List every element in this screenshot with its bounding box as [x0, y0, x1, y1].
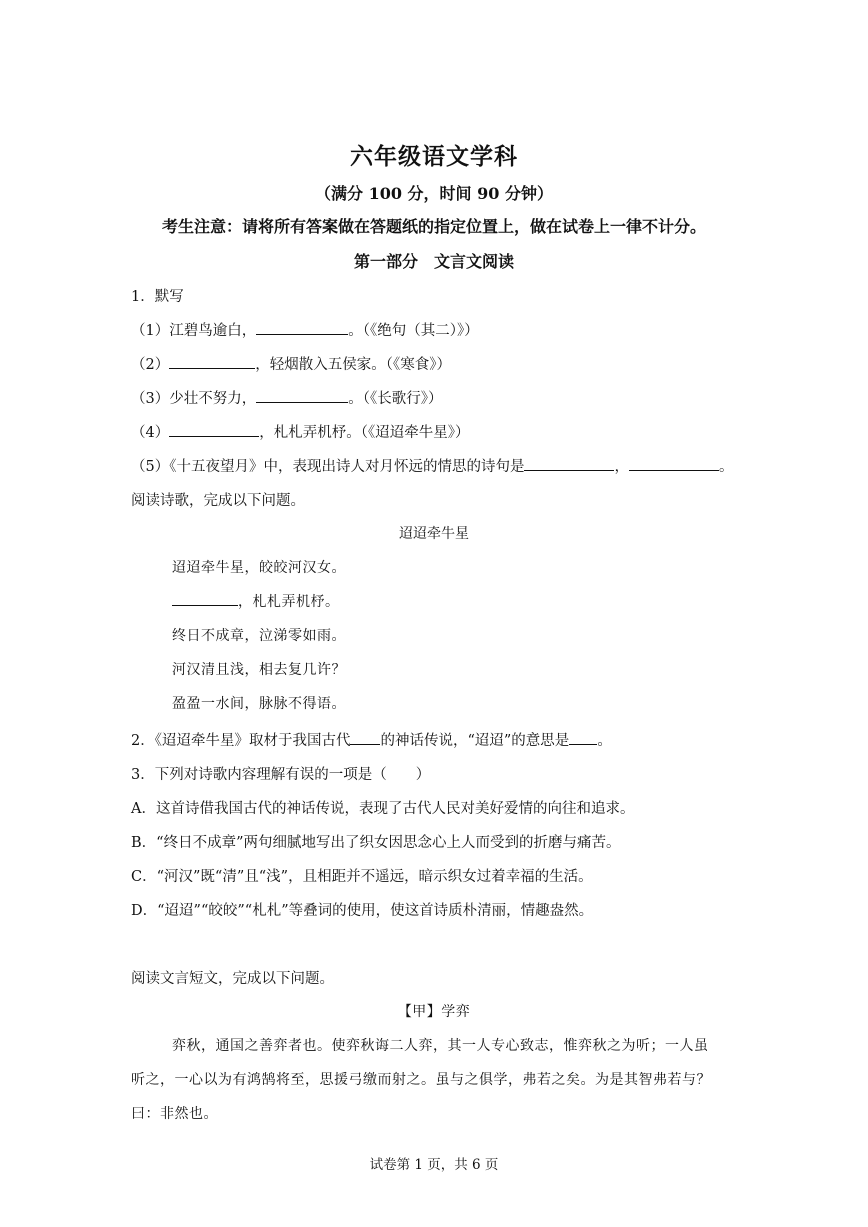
- page-footer: 试卷第 1 页，共 6 页: [369, 1157, 499, 1173]
- item-source: 。（《长歌行》）: [348, 391, 443, 407]
- item-source: ，札札弄机杼。（《迢迢牵牛星》）: [259, 425, 470, 441]
- answer-blank: [169, 422, 259, 438]
- q1-item-2: [131, 353, 451, 374]
- poem-line-text: ，札札弄机杼。: [238, 594, 340, 610]
- item-text: （2）: [131, 357, 170, 373]
- poem-line: 河汉清且浅，相去复几许？: [172, 662, 346, 678]
- item-source: ，轻烟散入五侯家。（《寒食》）: [255, 357, 451, 373]
- poem-line: [172, 591, 340, 611]
- option-a: A．这首诗借我国古代的神话传说，表现了古代人民对美好爱情的向往和追求。: [131, 801, 635, 817]
- item-text: （1）江碧鸟逾白，: [131, 323, 257, 339]
- passage-line: 弈秋，通国之善弈者也。使弈秋诲二人弈，其一人专心致志，惟弈秋之为听；一人虽: [172, 1038, 709, 1054]
- candidate-notice: 考生注意：请将所有答案做在答题纸的指定位置上，做在试卷上一律不计分。: [161, 217, 706, 236]
- option-d: D．“迢迢”“皎皎”“札札”等叠词的使用，使这首诗质朴清丽，情趣盎然。: [131, 903, 594, 919]
- q1-item-1: [131, 319, 479, 340]
- question-text: 2．《迢迢牵牛星》取材于我国古代: [131, 733, 351, 749]
- question-text: 的神话传说，“迢迢”的意思是: [380, 733, 570, 749]
- poem-line: 迢迢牵牛星，皎皎河汉女。: [172, 560, 346, 576]
- comma: ，: [614, 459, 629, 475]
- passage-instructions: 阅读文言短文，完成以下问题。: [131, 971, 334, 987]
- poem-instructions: 阅读诗歌，完成以下问题。: [131, 493, 305, 509]
- option-b: B．“终日不成章”两句细腻地写出了织女因思念心上人而受到的折磨与痛苦。: [131, 835, 621, 851]
- q1-item-4: [131, 421, 469, 442]
- poem-line: 终日不成章，泣涕零如雨。: [172, 628, 346, 644]
- item-text: （4）: [131, 425, 170, 441]
- period: 。: [718, 459, 734, 475]
- answer-blank: [256, 320, 348, 336]
- section-heading: 第一部分 文言文阅读: [353, 252, 514, 271]
- item-text: （5）《十五夜望月》中，表现出诗人对月怀远的情思的诗句是: [131, 459, 525, 475]
- answer-blank: [350, 730, 380, 746]
- question-3-stem: 3．下列对诗歌内容理解有误的一项是（ ）: [131, 767, 431, 783]
- answer-blank: [569, 730, 597, 746]
- q1-item-3: [131, 387, 442, 408]
- question-2: [131, 729, 612, 750]
- answer-blank: [256, 388, 348, 404]
- item-text: （3）少壮不努力，: [131, 391, 257, 407]
- passage-line: 听之，一心以为有鸿鹄将至，思援弓缴而射之。虽与之俱学，弗若之矣。为是其智弗若与？: [131, 1072, 711, 1088]
- answer-blank: [172, 591, 238, 606]
- page-title: 六年级语文学科: [350, 143, 518, 170]
- q1-item-5: [131, 455, 733, 476]
- passage-title: 【甲】学弈: [397, 1004, 471, 1020]
- poem-line: 盈盈一水间，脉脉不得语。: [172, 696, 346, 712]
- item-source: 。（《绝句（其二）》）: [348, 323, 479, 339]
- score-time-note: （满分 100 分，时间 90 分钟）: [315, 184, 553, 203]
- question-text: 。: [597, 733, 612, 749]
- answer-blank: [169, 354, 255, 370]
- poem-title: 迢迢牵牛星: [399, 526, 469, 542]
- answer-blank: [629, 456, 719, 472]
- question-1-heading: 1．默写: [131, 289, 184, 305]
- option-c: C．“河汉”既“清”且“浅”，且相距并不遥远，暗示织女过着幸福的生活。: [131, 869, 593, 885]
- answer-blank: [524, 456, 614, 472]
- passage-line: 曰：非然也。: [131, 1106, 218, 1122]
